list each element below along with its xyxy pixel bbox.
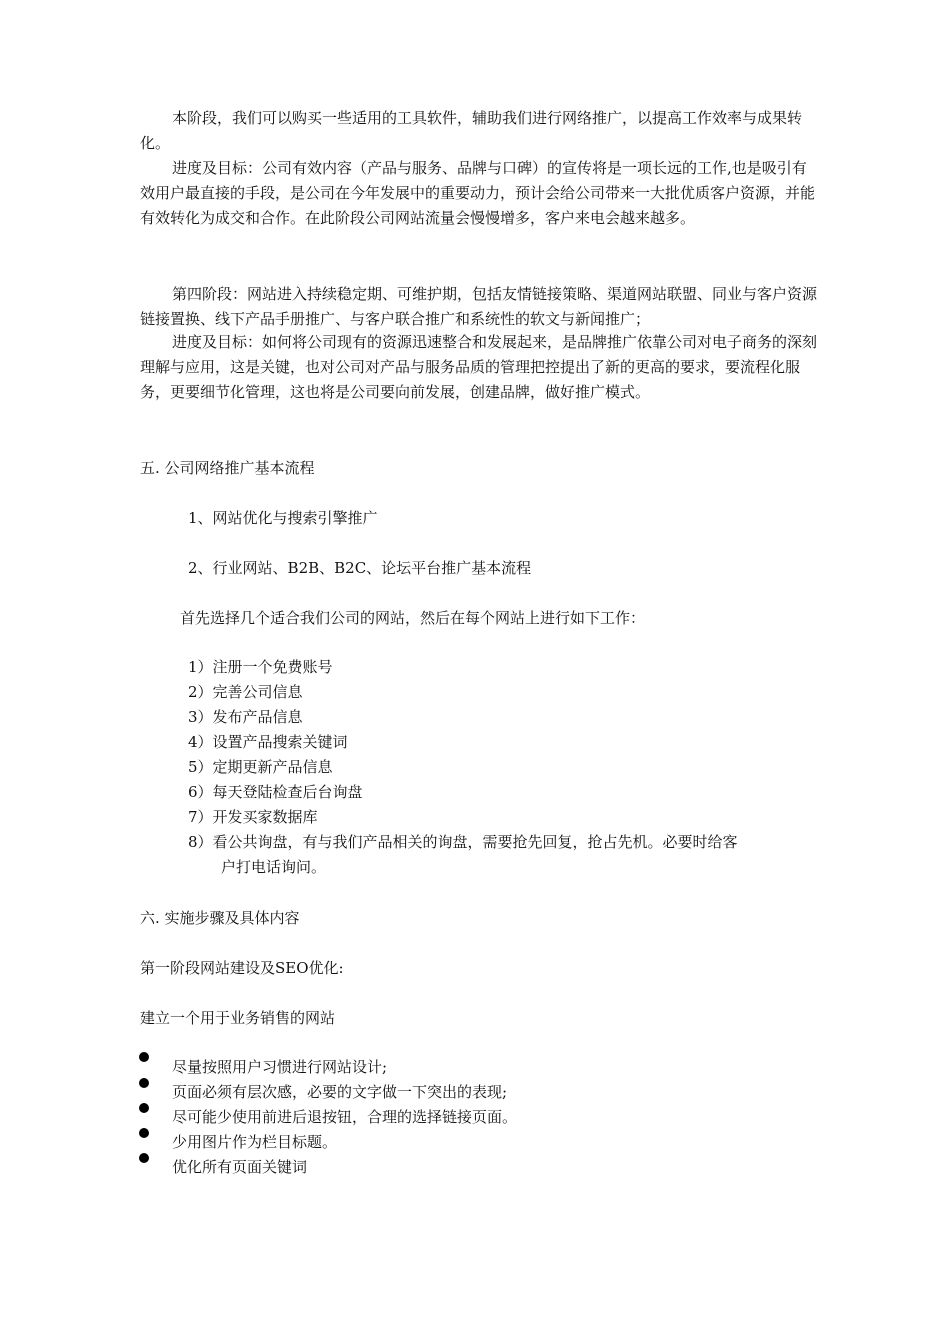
bullet-item: 页面必须有层次感，必要的文字做一下突出的表现; [172,1083,508,1101]
paragraph-progress-3: 进度及目标：公司有效内容（产品与服务、品牌与口碑）的宣传将是一项长远的工作,也是吸引有效用户最直接的手段，是公司在今年发展中的重要动力，预计会给公司带来一大批优质客户资源，并能有效转化为成交和合作。在此阶段公司网站流量会慢慢增多，客户来电会越来越多。 [140,159,816,227]
paragraph-progress-4: 进度及目标：如何将公司现有的资源迅速整合和发展起来，是品牌推广依靠公司对电子商务的深刻理解与应用，这是关键，也对公司对产品与服务品质的管理把控提出了新的更高的要求，要流程化服务，更要细节化管理，这也将是公司要向前发展，创建品牌，做好推广模式。 [140,333,818,401]
bullet-dot [139,1153,149,1163]
section-5-item-2: 2、行业网站、B2B、B2C、论坛平台推广基本流程 [188,559,532,577]
bullet-dot [139,1128,149,1138]
bullet-item: 少用图片作为栏目标题。 [172,1133,338,1151]
step-item: 1）注册一个免费账号 [188,658,333,676]
section-5-intro: 首先选择几个适合我们公司的网站，然后在每个网站上进行如下工作： [180,609,646,627]
bullet-dot [139,1052,149,1062]
bullet-item: 尽可能少使用前进后退按钮，合理的选择链接页面。 [172,1108,518,1126]
bullet-dot [139,1078,149,1088]
section-5-item-1: 1、网站优化与搜索引擎推广 [188,509,378,527]
step-item: 8）看公共询盘，有与我们产品相关的询盘，需要抢先回复，抢占先机。必要时给客 [188,833,738,851]
step-item: 4）设置产品搜索关键词 [188,733,348,751]
step-item-continuation: 户打电话询问。 [221,858,327,876]
phase-1-heading: 第一阶段网站建设及SEO优化: [140,959,344,977]
section-6-heading: 六. 实施步骤及具体内容 [140,909,300,927]
step-item: 7）开发买家数据库 [188,808,318,826]
site-heading: 建立一个用于业务销售的网站 [140,1009,336,1027]
step-item: 6）每天登陆检查后台询盘 [188,783,363,801]
bullet-item: 尽量按照用户习惯进行网站设计; [172,1058,388,1076]
section-5-heading: 五. 公司网络推广基本流程 [140,459,315,477]
step-item: 5）定期更新产品信息 [188,758,333,776]
paragraph-tools: 本阶段，我们可以购买一些适用的工具软件，辅助我们进行网络推广，以提高工作效率与成果转化。 [140,109,803,152]
step-item: 3）发布产品信息 [188,708,303,726]
step-item: 2）完善公司信息 [188,683,303,701]
paragraph-phase-4: 第四阶段：网站进入持续稳定期、可维护期，包括友情链接策略、渠道网站联盟、同业与客户资源链接置换、线下产品手册推广、与客户联合推广和系统性的软文与新闻推广； [140,285,818,328]
bullet-dot [139,1103,149,1113]
bullet-item: 优化所有页面关键词 [172,1158,308,1176]
